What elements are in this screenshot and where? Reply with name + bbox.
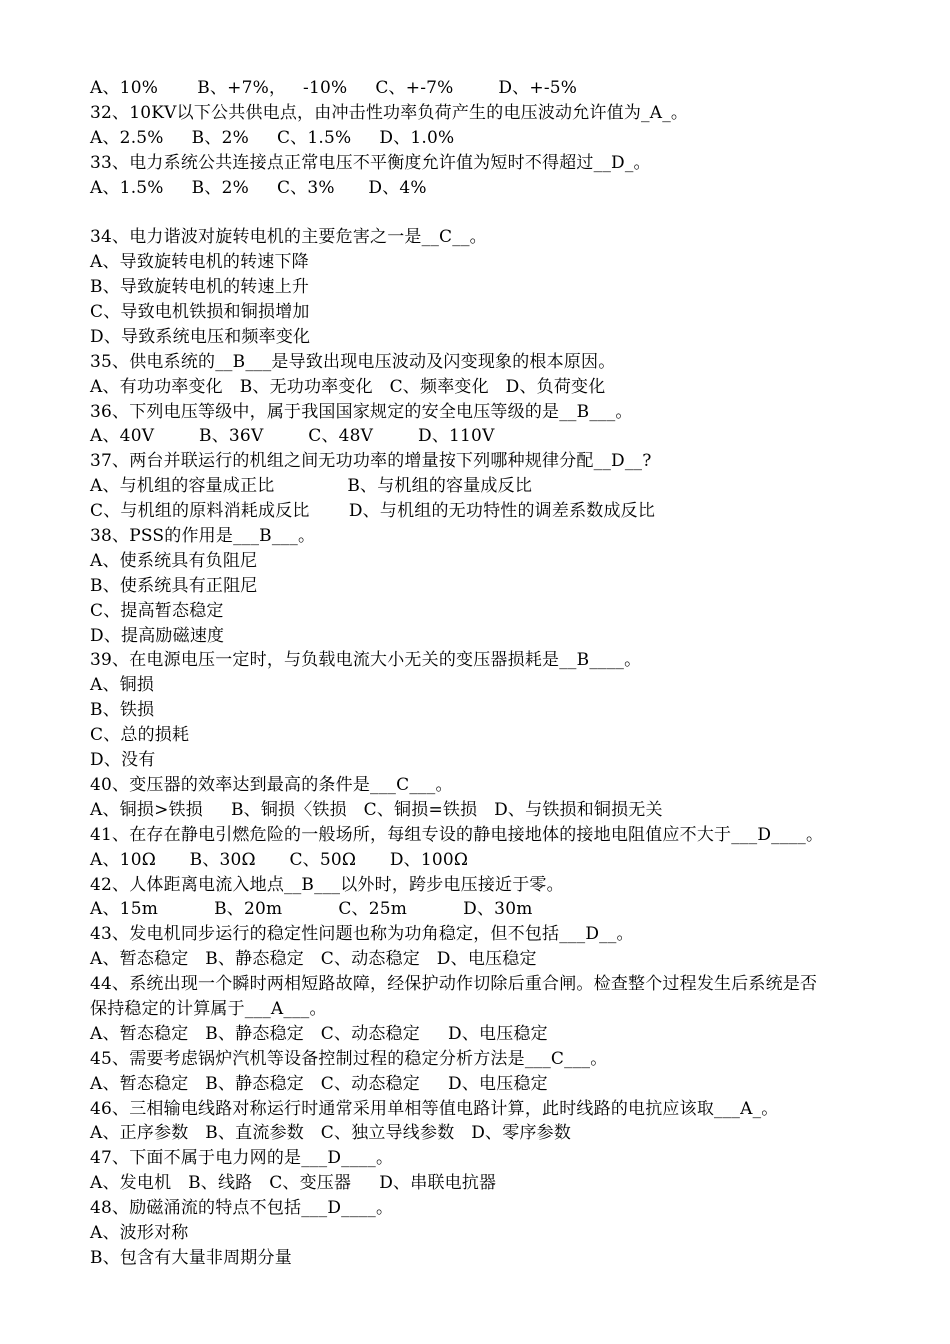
text-line: 44、系统出现一个瞬时两相短路故障，经保护动作切除后重合闸。检查整个过程发生后系统是否	[90, 974, 818, 995]
text-line: A、铜损	[90, 675, 155, 696]
text-line: A、发电机 B、线路 C、变压器 D、串联电抗器	[90, 1173, 497, 1194]
text-line: C、导致电机铁损和铜损增加	[90, 302, 310, 323]
text-line: D、导致系统电压和频率变化	[90, 326, 311, 347]
text-line: A、使系统具有负阻尼	[90, 550, 258, 571]
text-line: C、提高暂态稳定	[90, 600, 224, 621]
text-line: 40、变压器的效率达到最高的条件是___C___。	[90, 774, 453, 795]
text-line: 46、三相输电线路对称运行时通常采用单相等值电路计算，此时线路的电抗应该取___A_。	[90, 1098, 779, 1119]
text-line: 36、下列电压等级中，属于我国国家规定的安全电压等级的是__B___。	[90, 401, 633, 422]
text-line: 33、电力系统公共连接点正常电压不平衡度允许值为短时不得超过__D_。	[90, 152, 651, 173]
text-line: A、暂态稳定 B、静态稳定 C、动态稳定 D、电压稳定	[90, 949, 537, 970]
text-line: 43、发电机同步运行的稳定性问题也称为功角稳定，但不包括___D__。	[90, 924, 634, 945]
text-line: A、导致旋转电机的转速下降	[90, 252, 309, 273]
text-line: B、铁损	[90, 700, 155, 721]
text-line: A、15m B、20m C、25m D、30m	[90, 899, 533, 920]
text-line: A、正序参数 B、直流参数 C、独立导线参数 D、零序参数	[90, 1123, 572, 1144]
text-line: B、使系统具有正阻尼	[90, 575, 258, 596]
text-line: A、波形对称	[90, 1222, 189, 1243]
text-line: D、没有	[90, 750, 156, 771]
text-line: 35、供电系统的__B___是导致出现电压波动及闪变现象的根本原因。	[90, 351, 616, 372]
text-line: A、暂态稳定 B、静态稳定 C、动态稳定 D、电压稳定	[90, 1073, 548, 1094]
text-line: A、与机组的容量成正比 B、与机组的容量成反比	[90, 476, 533, 497]
text-line: 37、两台并联运行的机组之间无功功率的增量按下列哪种规律分配__D__?	[90, 451, 652, 472]
text-line: 48、励磁涌流的特点不包括___D____。	[90, 1198, 394, 1219]
text-line: A、有功功率变化 B、无功功率变化 C、频率变化 D、负荷变化	[90, 376, 606, 397]
text-line: 47、下面不属于电力网的是___D____。	[90, 1148, 394, 1169]
text-line: 保持稳定的计算属于___A___。	[90, 998, 327, 1019]
text-line: 41、在存在静电引燃危险的一般场所，每组专设的静电接地体的接地电阻值应不大于___D____。	[90, 824, 824, 845]
text-line: B、导致旋转电机的转速上升	[90, 277, 310, 298]
text-line: A、10% B、+7%， -10% C、+-7% D、+-5%	[90, 78, 578, 98]
text-line: C、与机组的原料消耗成反比 D、与机组的无功特性的调差系数成反比	[90, 501, 656, 522]
text-line: A、10Ω B、30Ω C、50Ω D、100Ω	[90, 849, 469, 870]
text-line: A、1.5% B、2% C、3% D、4%	[90, 177, 427, 198]
text-line: 42、人体距离电流入地点__B___以外时，跨步电压接近于零。	[90, 874, 564, 895]
text-line: D、提高励磁速度	[90, 625, 225, 646]
text-line: C、总的损耗	[90, 725, 190, 746]
text-line: 32、10KV以下公共供电点，由冲击性功率负荷产生的电压波动允许值为_A_。	[90, 102, 689, 123]
document-page	[90, 76, 910, 1271]
text-line: B、包含有大量非周期分量	[90, 1247, 292, 1268]
blank-line	[90, 200, 910, 225]
text-line: A、2.5% B、2% C、1.5% D、1.0%	[90, 127, 455, 148]
text-line: A、暂态稳定 B、静态稳定 C、动态稳定 D、电压稳定	[90, 1023, 548, 1044]
text-line: 45、需要考虑锅炉汽机等设备控制过程的稳定分析方法是___C___。	[90, 1048, 608, 1069]
text-line: A、铜损>铁损 B、铜损〈铁损 C、铜损=铁损 D、与铁损和铜损无关	[90, 799, 663, 820]
text-line: 38、PSS的作用是___B___。	[90, 526, 316, 547]
text-line: A、40V B、36V C、48V D、110V	[90, 426, 495, 447]
text-line: 39、在电源电压一定时，与负载电流大小无关的变压器损耗是__B____。	[90, 650, 642, 671]
text-line: 34、电力谐波对旋转电机的主要危害之一是__C__。	[90, 227, 487, 248]
